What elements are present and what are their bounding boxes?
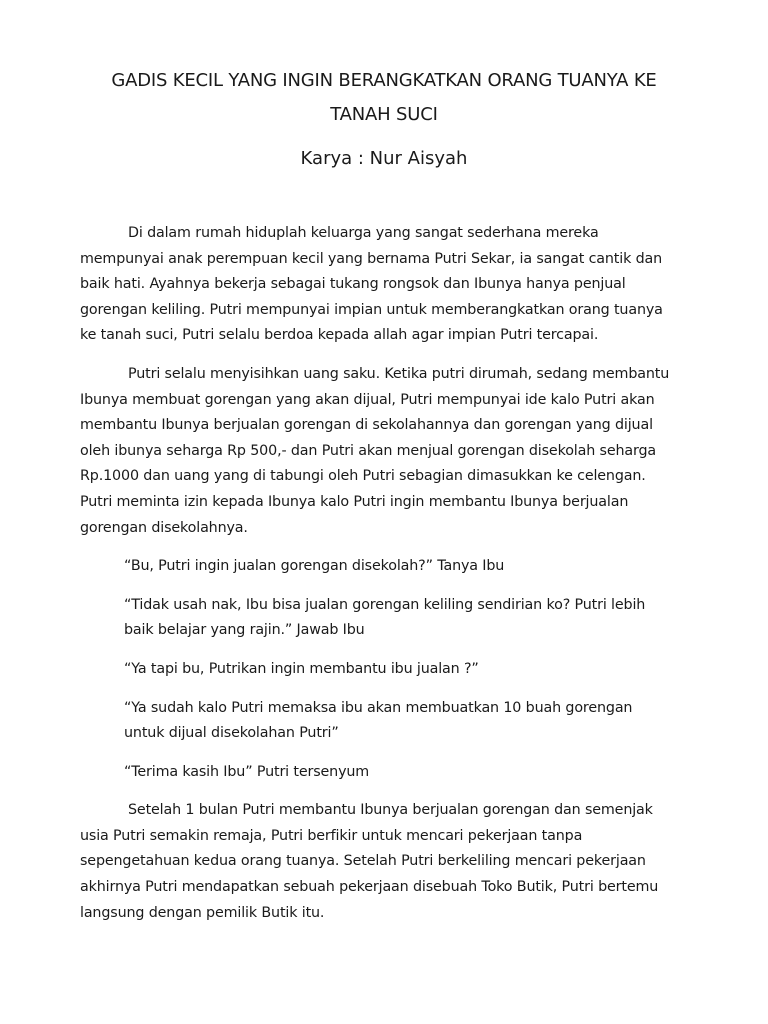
text-line: Rp.1000 dan uang yang di tabungi oleh Putri sebagian dimasukkan ke celengan.: [80, 468, 646, 485]
text-line: mempunyai anak perempuan kecil yang bernama Putri Sekar, ia sangat cantik dan: [80, 250, 663, 267]
text-line: baik hati. Ayahnya bekerja sebagai tukang rongsok dan Ibunya hanya penjual: [80, 276, 626, 293]
title-line-2: TANAH SUCI: [330, 104, 438, 125]
story-body: [80, 221, 680, 939]
text-line: Di dalam rumah hiduplah keluarga yang sangat sederhana mereka: [128, 225, 599, 241]
text-line: usia Putri semakin remaja, Putri berfikir untuk mencari pekerjaan tanpa: [80, 827, 583, 844]
text-line: “Terima kasih Ibu” Putri tersenyum: [124, 763, 370, 780]
text-line: “Ya sudah kalo Putri memaksa ibu akan membuatkan 10 buah gorengan: [124, 699, 633, 716]
text-line: langsung dengan pemilik Butik itu.: [80, 904, 325, 921]
text-line: gorengan keliling. Putri mempunyai impian untuk memberangkatkan orang tuanya: [80, 301, 663, 318]
paragraph-3: [80, 798, 680, 926]
text-line: untuk dijual disekolahan Putri”: [124, 725, 339, 742]
dialog-2: [80, 593, 680, 644]
text-line: membantu Ibunya berjualan gorengan di sekolahannya dan gorengan yang dijual: [80, 417, 653, 434]
text-line: “Tidak usah nak, Ibu bisa jualan gorengan keliling sendirian ko? Putri lebih: [124, 596, 646, 613]
text-line: Putri meminta izin kepada Ibunya kalo Putri ingin membantu Ibunya berjualan: [80, 493, 629, 510]
text-line: sepengetahuan kedua orang tuanya. Setelah Putri berkeliling mencari pekerjaan: [80, 853, 646, 870]
paragraph-2: [80, 362, 680, 541]
author-line: Karya : Nur Aisyah: [300, 148, 468, 169]
dialog-4: [80, 696, 680, 747]
paragraph-1: [80, 221, 680, 349]
title-line-1: GADIS KECIL YANG INGIN BERANGKATKAN ORANG TUANYA KE: [111, 70, 657, 91]
text-line: Putri selalu menyisihkan uang saku. Ketika putri dirumah, sedang membantu: [128, 365, 670, 382]
dialog-1: [80, 554, 680, 580]
text-line: Ibunya membuat gorengan yang akan dijual, Putri mempunyai ide kalo Putri akan: [80, 391, 655, 408]
text-line: akhirnya Putri mendapatkan sebuah pekerjaan disebuah Toko Butik, Putri bertemu: [80, 879, 659, 896]
text-line: baik belajar yang rajin.” Jawab Ibu: [124, 622, 365, 639]
document-title: [60, 64, 708, 132]
text-line: gorengan disekolahnya.: [80, 519, 248, 536]
text-line: Setelah 1 bulan Putri membantu Ibunya berjualan gorengan dan semenjak: [128, 802, 653, 819]
text-line: “Ya tapi bu, Putrikan ingin membantu ibu jualan ?”: [124, 660, 479, 677]
text-line: “Bu, Putri ingin jualan gorengan disekolah?” Tanya Ibu: [124, 558, 505, 575]
dialog-3: [80, 657, 680, 683]
text-line: ke tanah suci, Putri selalu berdoa kepada allah agar impian Putri tercapai.: [80, 327, 599, 344]
text-line: oleh ibunya seharga Rp 500,- dan Putri akan menjual gorengan disekolah seharga: [80, 442, 657, 459]
dialog-5: [80, 760, 680, 786]
